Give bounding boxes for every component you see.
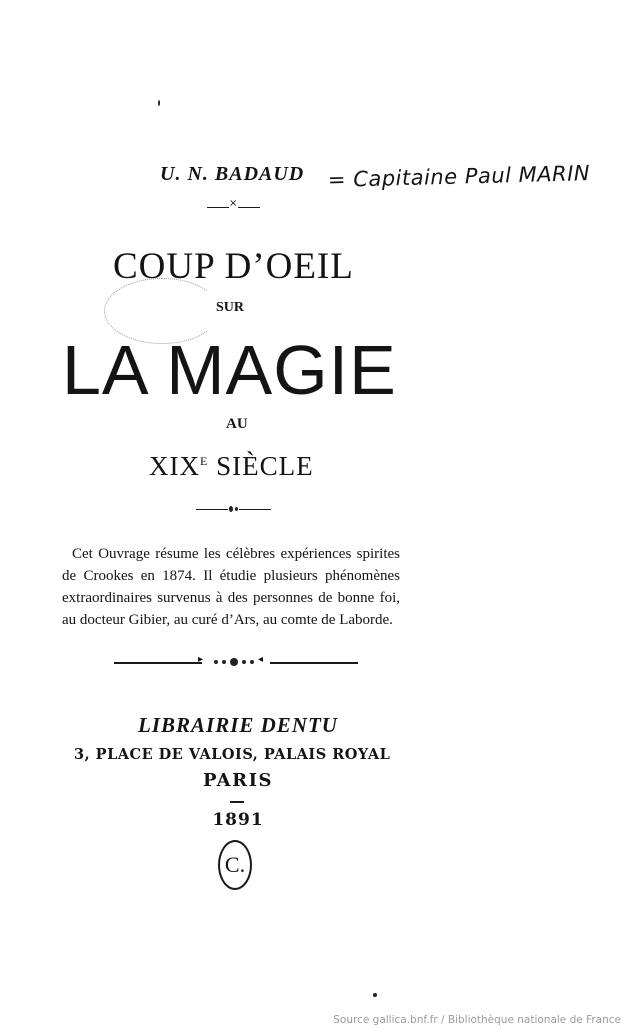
publisher-city: PARIS <box>202 770 274 791</box>
description-paragraph <box>62 543 400 631</box>
title-main: LA MAGIE <box>62 331 397 409</box>
author-name: U. N. BADAUD <box>160 163 305 185</box>
century-word: SIÈCLE <box>216 451 314 481</box>
publication-year: 1891 <box>212 810 264 830</box>
title-connector-au: AU <box>226 416 248 432</box>
century-line <box>149 451 314 482</box>
century-superscript: E <box>200 454 209 468</box>
publisher-name: LIBRAIRIE DENTU <box>138 713 338 737</box>
scan-speck <box>158 100 160 106</box>
century-roman: XIX <box>149 451 200 481</box>
publisher-address: 3, PLACE DE VALOIS, PALAIS ROYAL <box>74 746 391 763</box>
author-rule-mark: × <box>229 198 238 209</box>
title-line-1: COUP D’OEIL <box>113 246 354 287</box>
stamp-letter: C. <box>224 852 246 877</box>
title-connector-sur: SUR <box>216 300 245 315</box>
description-text: Cet Ouvrage résume les célèbres expériences spirites de Crookes en 1874. Il étudie plusieurs phénomènes extraordinaires survenus à des personnes de bonne foi, au docteur Gibier, au curé d’Ars, au comte de Laborde. <box>62 546 400 628</box>
copyright-stamp <box>218 840 252 890</box>
city-year-rule <box>230 801 244 803</box>
author-rule-left <box>207 207 229 208</box>
handwritten-note: = Capitaine Paul MARIN <box>327 161 591 192</box>
scan-speck <box>373 993 377 997</box>
author-rule-right <box>238 207 260 208</box>
source-credit: Source gallica.bnf.fr / Bibliothèque nationale de France <box>333 1014 621 1026</box>
